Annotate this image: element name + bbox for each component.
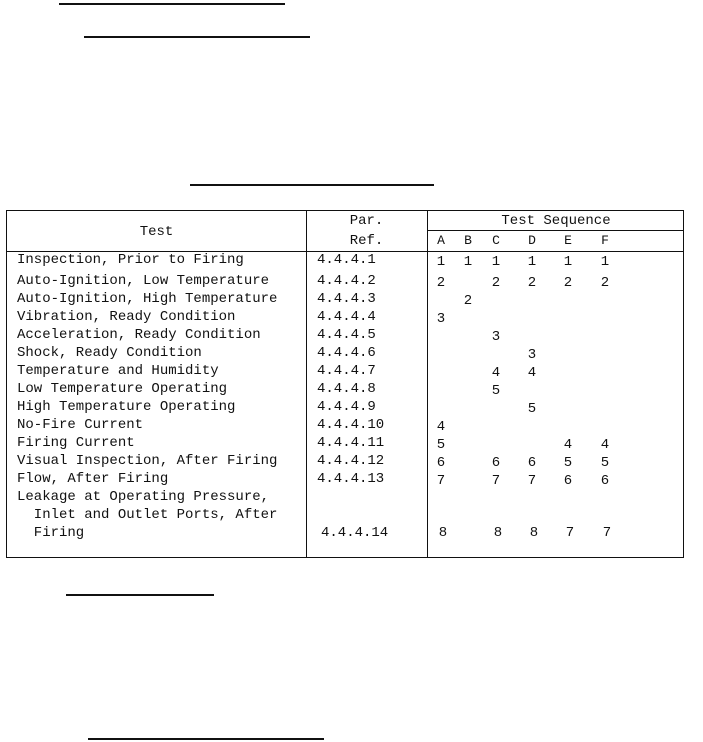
par-ref: 4.4.4.2 (317, 273, 376, 289)
par-ref: 4.4.4.1 (317, 252, 376, 268)
sequence-cell: 7 (436, 473, 446, 489)
sequence-cell: 7 (565, 525, 575, 541)
test-name: Inspection, Prior to Firing (17, 252, 244, 268)
sequence-cell: 1 (527, 254, 537, 270)
sequence-cell: 1 (563, 254, 573, 270)
test-name: No-Fire Current (17, 417, 144, 433)
test-name: Auto-Ignition, Low Temperature (17, 273, 270, 289)
heading-underline-3 (66, 594, 214, 596)
test-sequence-table (6, 210, 684, 558)
sequence-cell: 2 (491, 275, 501, 291)
sequence-cell: 6 (436, 455, 446, 471)
par-ref: 4.4.4.8 (317, 381, 376, 397)
sequence-cell: 6 (527, 455, 537, 471)
sequence-cell: 8 (529, 525, 539, 541)
sequence-column-header: D (528, 233, 536, 248)
sequence-cell: 2 (436, 275, 446, 291)
sequence-cell: 4 (600, 437, 610, 453)
test-name: Visual Inspection, After Firing (17, 453, 278, 469)
sequence-column-header: B (464, 233, 472, 248)
sequence-cell: 8 (493, 525, 503, 541)
par-ref: 4.4.4.14 (321, 525, 389, 541)
header-test-sequence: Test Sequence (501, 213, 611, 229)
sequence-cell: 7 (491, 473, 501, 489)
sequence-cell: 5 (527, 401, 537, 417)
column-divider (427, 211, 428, 557)
sequence-cell: 6 (600, 473, 610, 489)
column-divider (306, 211, 307, 557)
par-ref: 4.4.4.5 (317, 327, 376, 343)
par-ref: 4.4.4.6 (317, 345, 376, 361)
sequence-cell: 2 (527, 275, 537, 291)
heading-underline-4 (88, 738, 324, 740)
sequence-cell: 5 (600, 455, 610, 471)
sequence-cell: 3 (436, 311, 446, 327)
sequence-column-header: F (601, 233, 609, 248)
header-par-ref: Ref. (349, 233, 384, 249)
heading-underline-1 (59, 3, 285, 5)
sequence-column-header: A (437, 233, 445, 248)
test-name: Flow, After Firing (17, 471, 169, 487)
sequence-cell: 4 (436, 419, 446, 435)
header-test: Test (139, 224, 174, 240)
test-name: High Temperature Operating (17, 399, 236, 415)
sequence-cell: 4 (527, 365, 537, 381)
test-name: Acceleration, Ready Condition (17, 327, 261, 343)
test-name: Leakage at Operating Pressure, (17, 489, 270, 505)
sequence-cell: 2 (600, 275, 610, 291)
sequence-cell: 1 (600, 254, 610, 270)
par-ref: 4.4.4.7 (317, 363, 376, 379)
table-title-underline (190, 184, 434, 186)
test-name: Vibration, Ready Condition (17, 309, 236, 325)
par-ref: 4.4.4.9 (317, 399, 376, 415)
test-name: Temperature and Humidity (17, 363, 219, 379)
par-ref: 4.4.4.13 (317, 471, 385, 487)
sequence-cell: 3 (491, 329, 501, 345)
test-name: Auto-Ignition, High Temperature (17, 291, 278, 307)
sequence-cell: 4 (491, 365, 501, 381)
sequence-cell: 5 (491, 383, 501, 399)
sequence-cell: 7 (527, 473, 537, 489)
sequence-cell: 3 (527, 347, 537, 363)
sequence-subheader-divider (427, 230, 683, 231)
test-name: Firing (17, 525, 85, 541)
sequence-column-header: C (492, 233, 500, 248)
test-name: Shock, Ready Condition (17, 345, 202, 361)
test-name: Low Temperature Operating (17, 381, 228, 397)
par-ref: 4.4.4.12 (317, 453, 385, 469)
sequence-cell: 6 (563, 473, 573, 489)
sequence-cell: 5 (563, 455, 573, 471)
sequence-cell: 7 (602, 525, 612, 541)
par-ref: 4.4.4.11 (317, 435, 385, 451)
sequence-cell: 8 (438, 525, 448, 541)
sequence-cell: 1 (491, 254, 501, 270)
sequence-column-header: E (564, 233, 572, 248)
heading-underline-2 (84, 36, 310, 38)
sequence-cell: 5 (436, 437, 446, 453)
sequence-cell: 2 (563, 275, 573, 291)
sequence-cell: 2 (463, 293, 473, 309)
sequence-cell: 6 (491, 455, 501, 471)
sequence-cell: 1 (436, 254, 446, 270)
header-par-ref: Par. (349, 213, 384, 229)
test-name: Firing Current (17, 435, 135, 451)
par-ref: 4.4.4.10 (317, 417, 385, 433)
sequence-cell: 4 (563, 437, 573, 453)
par-ref: 4.4.4.4 (317, 309, 376, 325)
test-name: Inlet and Outlet Ports, After (17, 507, 278, 523)
sequence-cell: 1 (463, 254, 473, 270)
par-ref: 4.4.4.3 (317, 291, 376, 307)
